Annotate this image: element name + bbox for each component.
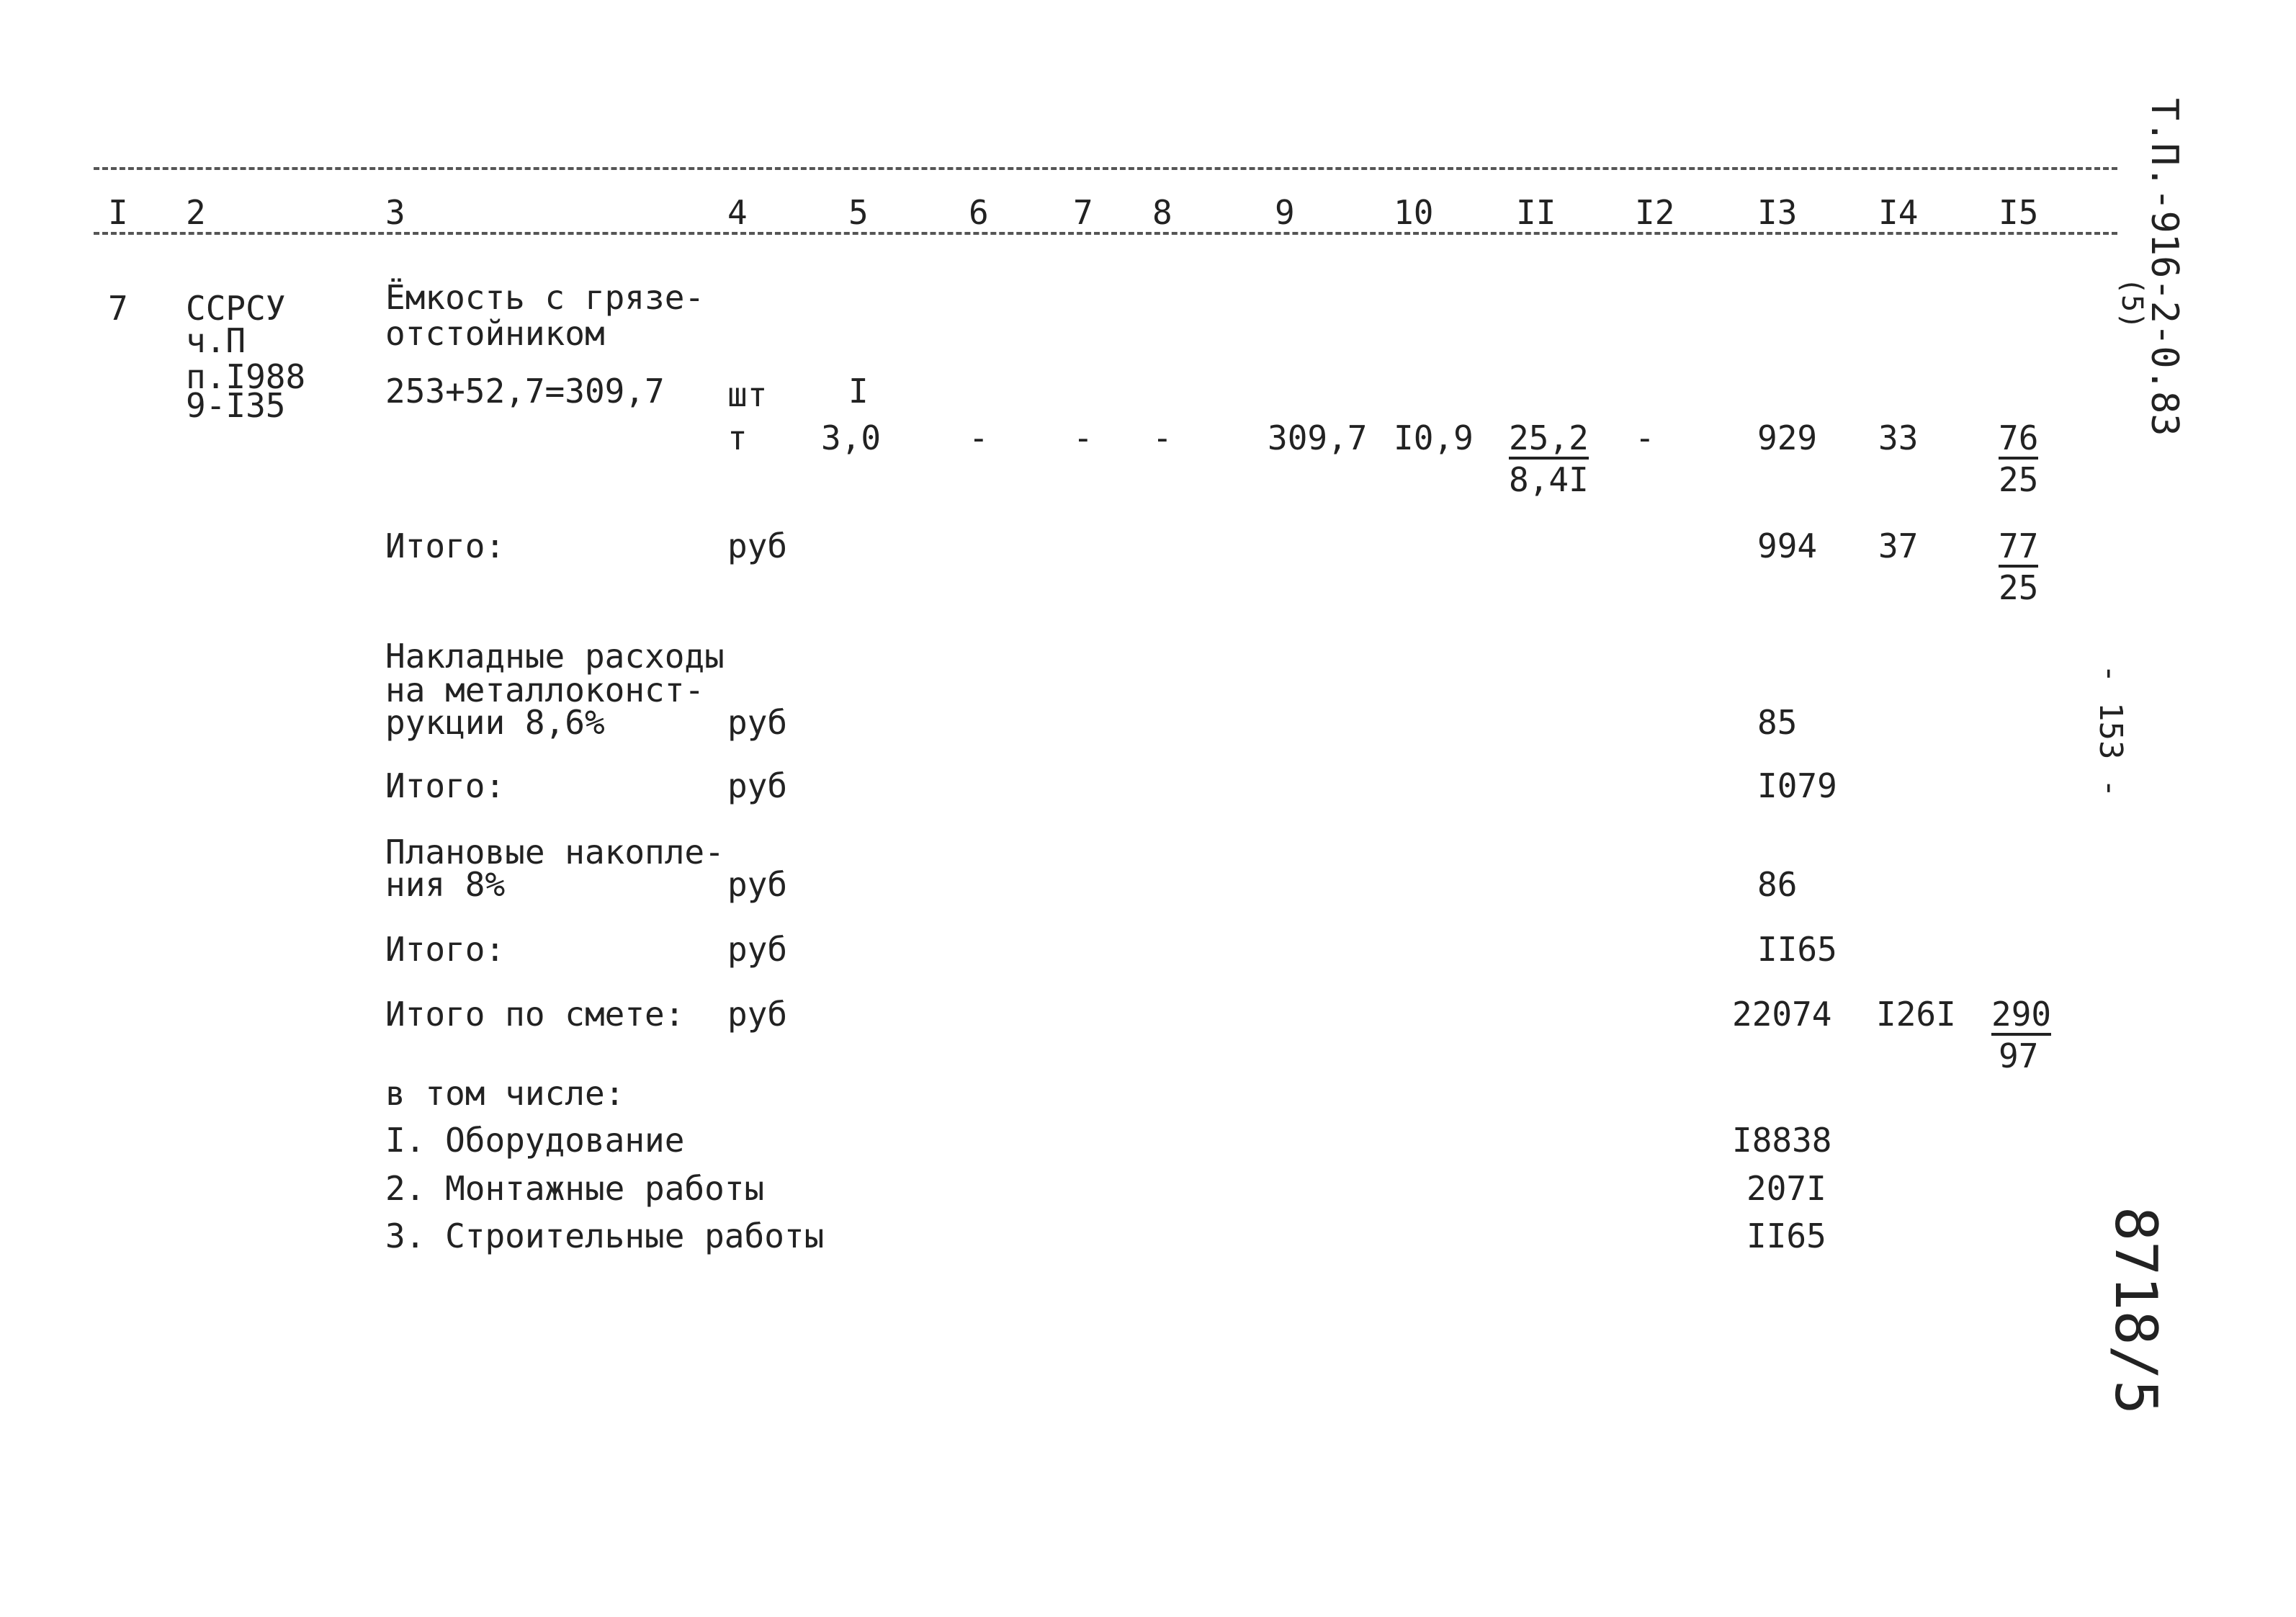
breakdown-item-label: 2. Монтажные работы [385,1169,765,1208]
grand-total-col-15-numerator: 290 [1991,998,2051,1036]
breakdown-item-label: I. Оборудование [385,1121,685,1160]
item-name-2: отстойником [385,314,605,353]
breakdown-item-value: II65 [1746,1217,1826,1255]
col-9-value: 309,7 [1268,418,1368,457]
col-header-5: 5 [848,193,869,232]
overhead-col-13: 85 [1757,703,1798,742]
col-6-value: - [969,418,989,457]
item-calc: 253+52,7=309,7 [385,372,665,411]
row-number: 7 [108,289,128,328]
col-header-2: 2 [186,193,206,232]
unit-tons: т [727,418,748,457]
col-header-11: II [1516,193,1556,232]
page-number: - 153 - [2092,664,2129,798]
overhead-unit: руб [727,703,788,742]
col-header-3: 3 [385,193,405,232]
subtotal-col-15-numerator: 77 [1999,529,2038,568]
col-header-13: I3 [1757,193,1798,232]
planned-unit: руб [727,865,788,904]
col-15-denominator: 25 [1999,460,2039,499]
breakdown-item-label: 3. Строительные работы [385,1217,825,1255]
col-header-14: I4 [1878,193,1919,232]
planned-col-13: 86 [1757,865,1798,904]
planned-line-2: ния 8% [385,865,506,904]
doc-code: Т.П.-916-2-0.83 [2143,98,2186,436]
grand-total-col-14: I26I [1876,995,1956,1034]
overhead-line-1: Накладные расходы [385,637,725,676]
ref-line-2: ч.П [186,321,246,360]
overhead-line-2: на металлоконст- [385,671,705,709]
ref-line-3: п.I988 [186,357,306,396]
col-header-4: 4 [727,193,748,232]
subtotal-unit: руб [727,930,788,969]
col-12-value: - [1635,418,1655,457]
col-header-12: I2 [1635,193,1675,232]
planned-line-1: Плановые накопле- [385,833,725,872]
subtotal-unit: руб [727,527,788,565]
subtotal-col-13: II65 [1757,930,1837,969]
col-10-value: I0,9 [1394,418,1474,457]
header-rule-top [94,167,2117,170]
col-header-9: 9 [1275,193,1295,232]
col-15-numerator: 76 [1999,421,2038,460]
col-header-6: 6 [969,193,989,232]
col-14-value: 33 [1878,418,1919,457]
subtotal-col-14: 37 [1878,527,1919,565]
col-header-8: 8 [1152,193,1172,232]
col-header-15: I5 [1999,193,2039,232]
grand-total-col-15-denominator: 97 [1999,1036,2039,1075]
col-13-value: 929 [1757,418,1818,457]
overhead-line-3: рукции 8,6% [385,703,605,742]
qty-tons: 3,0 [821,418,882,457]
ref-line-1: ССРСУ [186,289,286,328]
col-11-numerator: 25,2 [1509,421,1589,460]
col-11-denominator: 8,4I [1509,460,1589,499]
col-header-10: 10 [1394,193,1434,232]
subtotal-label: Итого: [385,527,506,565]
subtotal-unit: руб [727,766,788,805]
col-header-1: I [108,193,128,232]
breakdown-item-value: 207I [1746,1169,1826,1208]
col-header-7: 7 [1073,193,1093,232]
grand-total-label: Итого по смете: [385,995,685,1034]
subtotal-label: Итого: [385,930,506,969]
col-8-value: - [1152,418,1172,457]
col-7-value: - [1073,418,1093,457]
item-name-1: Ёмкость с грязе- [385,278,705,317]
grand-total-col-13: 22074 [1732,995,1832,1034]
header-rule-bottom [94,232,2117,235]
breakdown-item-value: I8838 [1732,1121,1832,1160]
qty-pieces: I [848,372,869,411]
sheet-number: 8718/5 [2102,1206,2169,1415]
subtotal-col-13: I079 [1757,766,1837,805]
subtotal-col-15-denominator: 25 [1999,568,2039,607]
breakdown-intro: в том числе: [385,1074,625,1113]
unit-pieces: шт [727,375,768,414]
doc-code-sub: (5) [2115,277,2148,330]
subtotal-label: Итого: [385,766,506,805]
subtotal-col-13: 994 [1757,527,1818,565]
grand-total-unit: руб [727,995,788,1034]
ref-line-4: 9-I35 [186,386,286,425]
